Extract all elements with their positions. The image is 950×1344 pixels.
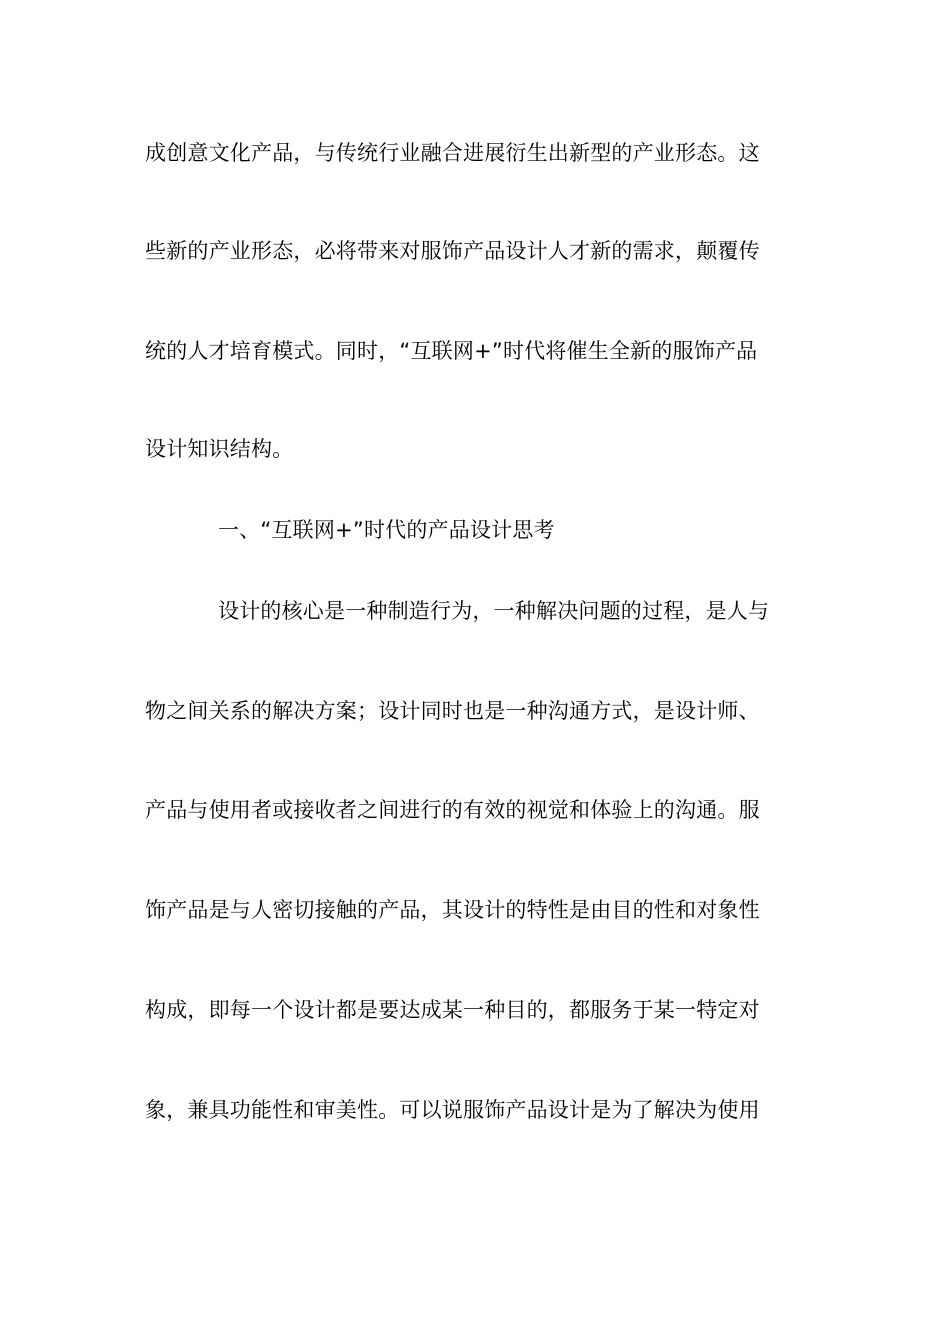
paragraph-line: 设计的核心是一种制造行为，一种解决问题的过程，是人与: [218, 599, 770, 623]
paragraph-line: 产品与使用者或接收者之间进行的有效的视觉和体验上的沟通。服: [145, 798, 760, 822]
paragraph-line: 构成，即每一个设计都是要达成某一种目的，都服务于某一特定对: [145, 998, 760, 1022]
paragraph-line: 些新的产业形态，必将带来对服饰产品设计人才新的需求，颠覆传: [145, 239, 760, 263]
paragraph-line: 象，兼具功能性和审美性。可以说服饰产品设计是为了解决为使用: [145, 1098, 760, 1122]
paragraph-line: 饰产品是与人密切接触的产品，其设计的特性是由目的性和对象性: [145, 898, 760, 922]
paragraph-line: 成创意文化产品，与传统行业融合进展衍生出新型的产业形态。这: [145, 141, 760, 165]
section-heading: 一、“互联网+”时代的产品设计思考: [218, 518, 555, 542]
paragraph-line: 设计知识结构。: [145, 437, 294, 461]
paragraph-line: 统的人才培育模式。同时，“互联网+”时代将催生全新的服饰产品: [145, 339, 758, 363]
paragraph-line: 物之间关系的解决方案；设计同时也是一种沟通方式，是设计师、: [145, 699, 760, 723]
